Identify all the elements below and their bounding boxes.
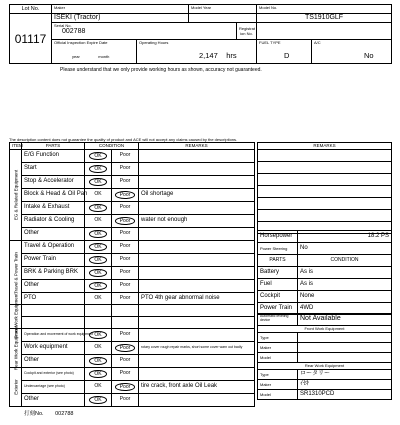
ok-circled-mark: OK [89, 396, 106, 404]
front-type-label: Type [258, 333, 298, 343]
ok-cell [85, 380, 112, 393]
stamp-number-label: 打刻No. [24, 411, 44, 417]
year-label: year [72, 54, 80, 59]
horsepower-value: 18.2 PS [298, 231, 392, 243]
hours-label: Operating Hours [139, 40, 169, 45]
remark-cell [139, 163, 255, 176]
model-year-cell [189, 5, 257, 14]
parts-col-label: PARTS [258, 255, 298, 267]
ok-cell [85, 241, 112, 254]
poor-mark: Poor [119, 369, 131, 376]
remark-cell [139, 228, 255, 241]
ok-cell [85, 254, 112, 267]
vehicle-header-table [9, 4, 392, 64]
table-row [10, 228, 255, 241]
ok-cell [85, 267, 112, 280]
category-label: Rear Work Equipment [13, 325, 18, 370]
ok-circled-mark: OK [89, 282, 106, 290]
ok-circled-mark: OK [89, 370, 106, 378]
model-no-value: TS1910GLF [304, 14, 344, 21]
poor-cell [112, 316, 139, 328]
battery-value: As is [298, 267, 392, 279]
remark-cell: Oil shortage [139, 189, 255, 202]
part-name: Other [22, 354, 85, 367]
poor-cell [112, 293, 139, 305]
front-maker-label: Maker [258, 343, 298, 353]
poor-circled-mark: Poor [115, 191, 136, 199]
remark-cell [139, 241, 255, 254]
ok-cell [85, 367, 112, 380]
part-name: Cockpit and exterior (see photo) [22, 367, 85, 380]
poor-cell [112, 341, 139, 354]
right-remarks-table [257, 142, 392, 234]
part-name [22, 305, 85, 317]
category-label: Travel & Power Train [13, 251, 18, 294]
remark-cell: tire crack, front axle Oil Leak [139, 380, 255, 393]
rear-work-label: Rear Work Equipment [258, 363, 392, 370]
poor-cell [112, 150, 139, 163]
poor-mark: Poor [119, 295, 131, 301]
hours-notice: Please understand that we only provide working hours as shown, accuracy not guaranteed. [60, 67, 262, 73]
table-row [10, 163, 255, 176]
cockpit-value: None [298, 291, 392, 303]
category-cell [10, 325, 22, 370]
ok-cell [85, 189, 112, 202]
ac-cell [312, 40, 392, 64]
ok-circled-mark: OK [89, 331, 106, 339]
poor-cell [112, 267, 139, 280]
remark-cell [139, 267, 255, 280]
model-year-value [189, 14, 257, 23]
table-row [10, 202, 255, 215]
part-name: Work equipment [22, 341, 85, 354]
lot-label: Lot No. [10, 5, 52, 14]
ok-circled-mark: OK [89, 165, 106, 173]
table-row [10, 305, 255, 317]
poor-mark: Poor [119, 230, 131, 236]
table-row [10, 328, 255, 341]
ok-circled-mark: OK [89, 256, 106, 264]
poor-cell [112, 215, 139, 228]
ok-circled-mark: OK [89, 243, 106, 251]
ok-circled-mark: OK [89, 357, 106, 365]
remark-cell: PTO 4th gear abnormal noise [139, 293, 255, 305]
poor-cell [112, 254, 139, 267]
power-steering-value: No [298, 243, 392, 255]
part-name: BRK & Parking BRK [22, 267, 85, 280]
poor-cell [112, 380, 139, 393]
registration-value [257, 23, 392, 40]
part-name: E/G Function [22, 150, 85, 163]
ok-cell [85, 316, 112, 328]
lot-number: 01117 [10, 14, 52, 64]
poor-mark: Poor [119, 282, 131, 288]
part-name: Other [22, 393, 85, 406]
poor-circled-mark: Poor [115, 344, 136, 352]
front-model-label: Model [258, 353, 298, 363]
rear-type-label: Type [258, 370, 298, 380]
part-name: Stop & Accelerator [22, 176, 85, 189]
spec-table [257, 230, 392, 315]
poor-mark: Poor [119, 269, 131, 275]
fuel-type-cell [257, 40, 312, 64]
table-row [10, 176, 255, 189]
poor-mark: Poor [119, 152, 131, 158]
fuel-value: As is [298, 279, 392, 291]
remark-cell [139, 393, 255, 406]
ok-circled-mark: OK [89, 204, 106, 212]
poor-mark: Poor [119, 178, 131, 184]
part-name: PTO [22, 293, 85, 305]
category-label: EG & Related Equipment [13, 169, 18, 221]
remark-cell [139, 367, 255, 380]
poor-mark: Poor [119, 204, 131, 210]
part-name: Intake & Exhaust [22, 202, 85, 215]
stamp-number [24, 409, 83, 417]
model-no-value-cell [257, 14, 392, 23]
ok-cell [85, 215, 112, 228]
hours-value: 2,147 [199, 51, 218, 60]
disclaimer-text: The description content does not guarantee the quality of product and ACE will not accept any claims caused by the descriptions. [9, 137, 238, 142]
right-remarks-blank-3 [258, 174, 392, 186]
maker-cell [52, 5, 189, 14]
hours-unit: hrs [226, 51, 237, 60]
ok-circled-mark: OK [89, 269, 106, 277]
inspection-cell [52, 40, 137, 64]
category-cell [10, 293, 22, 339]
part-name: Start [22, 163, 85, 176]
table-row [10, 150, 255, 163]
ok-mark: OK [94, 217, 102, 223]
poor-mark: Poor [119, 356, 131, 363]
power-train-value: 4WD [298, 303, 392, 315]
stamp-number-value: 002788 [55, 411, 74, 417]
category-label: Exterior [13, 379, 18, 395]
auto-leveling-value: Not Available [298, 314, 392, 326]
fuel-type-label: FUEL TYPE [259, 40, 281, 45]
ok-cell [85, 393, 112, 406]
remark-cell [139, 316, 255, 328]
remark-cell [139, 354, 255, 367]
ok-mark: OK [94, 343, 102, 350]
table-row [10, 280, 255, 293]
remark-cell [139, 328, 255, 341]
remark-cell [139, 305, 255, 317]
poor-cell [112, 354, 139, 367]
table-row [10, 254, 255, 267]
table-row [10, 241, 255, 254]
power-train-label: Power Train [258, 303, 298, 315]
right-remarks-blank-4 [258, 186, 392, 198]
remark-cell [139, 254, 255, 267]
poor-cell [112, 202, 139, 215]
ac-value: No [364, 51, 374, 60]
serial-value: 002788 [62, 28, 86, 35]
remark-cell: rotary cover rough repair marks, short some cover warn out badly [139, 341, 255, 354]
hours-cell [137, 40, 257, 64]
right-remarks-header: REMARKS [258, 143, 392, 150]
ok-cell [85, 293, 112, 305]
table-row [10, 341, 255, 354]
ok-cell [85, 150, 112, 163]
part-name: Power Train [22, 254, 85, 267]
serial-cell [52, 23, 237, 40]
ok-cell [85, 354, 112, 367]
poor-cell [112, 393, 139, 406]
remark-cell: water not enough [139, 215, 255, 228]
remarks-header: REMARKS [139, 143, 255, 150]
table-row [10, 367, 255, 380]
ok-cell [85, 176, 112, 189]
power-steering-label: Power Steering [258, 243, 298, 255]
poor-mark: Poor [119, 395, 131, 402]
table-row [10, 293, 255, 305]
ok-cell [85, 328, 112, 341]
poor-mark: Poor [119, 243, 131, 249]
right-remarks-blank-6 [258, 210, 392, 222]
model-no-label: Model No. [259, 5, 278, 10]
right-remarks-blank-5 [258, 198, 392, 210]
ok-cell [85, 341, 112, 354]
poor-cell [112, 241, 139, 254]
maker-value: ISEKI (Tractor) [54, 14, 101, 21]
ok-cell [85, 280, 112, 293]
rear-maker-value: ｲｾｷ [298, 380, 392, 390]
poor-mark: Poor [119, 330, 131, 337]
table-row [10, 316, 255, 328]
item-header: ITEM [10, 143, 22, 150]
table-row [10, 380, 255, 393]
maker-value-cell [52, 14, 189, 23]
auto-leveling-label: Automatic leveling device [258, 314, 298, 326]
poor-cell [112, 176, 139, 189]
condition-table [9, 142, 255, 407]
poor-cell [112, 280, 139, 293]
part-name: Other [22, 280, 85, 293]
ok-mark: OK [94, 295, 102, 301]
equipment-table [257, 313, 392, 400]
right-remarks-blank-2 [258, 162, 392, 174]
cockpit-label: Cockpit [258, 291, 298, 303]
horsepower-label: Horsepower [258, 231, 298, 243]
condition-header: CONDITION [85, 143, 139, 150]
front-type-value [298, 333, 392, 343]
rear-model-value: SR1310PCD [298, 390, 392, 400]
parts-header: PARTS [22, 143, 85, 150]
poor-cell [112, 163, 139, 176]
poor-circled-mark: Poor [115, 383, 136, 391]
battery-label: Battery [258, 267, 298, 279]
table-row [10, 354, 255, 367]
front-maker-value [298, 343, 392, 353]
remark-cell [139, 150, 255, 163]
poor-cell [112, 189, 139, 202]
maker-label: Maker [54, 5, 66, 10]
fuel-label: Fuel [258, 279, 298, 291]
ok-mark: OK [94, 382, 102, 389]
ok-cell [85, 305, 112, 317]
category-cell [10, 150, 22, 241]
part-name [22, 316, 85, 328]
inspection-label: Official Inspection Expire Date [54, 40, 108, 45]
registration-label: Registrat ion No. [237, 23, 257, 40]
remark-cell [139, 176, 255, 189]
poor-cell [112, 367, 139, 380]
category-cell [10, 367, 22, 406]
ok-circled-mark: OK [89, 152, 106, 160]
part-name: Undercarriage (see photo) [22, 380, 85, 393]
ok-circled-mark: OK [89, 230, 106, 238]
condition-col-label: CONDITION [298, 255, 392, 267]
table-row [10, 215, 255, 228]
table-row [10, 189, 255, 202]
rear-model-label: Model [258, 390, 298, 400]
part-name: Other [22, 228, 85, 241]
poor-mark: Poor [119, 165, 131, 171]
remark-cell [139, 202, 255, 215]
ok-cell [85, 163, 112, 176]
ok-cell [85, 202, 112, 215]
ok-circled-mark: OK [89, 178, 106, 186]
rear-type-value: ロータリー [298, 370, 392, 380]
ok-mark: OK [94, 191, 102, 197]
serial-label: Serial No. [54, 23, 72, 28]
front-work-label: Front Work Equipment [258, 326, 392, 333]
remark-cell [139, 280, 255, 293]
poor-circled-mark: Poor [115, 217, 136, 225]
fuel-type-value: D [284, 51, 290, 60]
poor-cell [112, 305, 139, 317]
right-remarks-blank-1 [258, 150, 392, 162]
model-no-cell [257, 5, 392, 14]
ac-label: A/C [314, 40, 321, 45]
month-label: month [98, 54, 110, 59]
poor-mark: Poor [119, 256, 131, 262]
model-year-label: Model Year [191, 5, 212, 10]
part-name: Radiator & Cooling [22, 215, 85, 228]
table-row [10, 267, 255, 280]
rear-maker-label: Maker [258, 380, 298, 390]
poor-cell [112, 228, 139, 241]
front-model-value [298, 353, 392, 363]
part-name: Travel & Operation [22, 241, 85, 254]
table-row [10, 393, 255, 406]
part-name: Operation and movement of work equipment [22, 328, 85, 341]
poor-cell [112, 328, 139, 341]
ok-cell [85, 228, 112, 241]
category-label: Front Work Equipment [13, 293, 18, 339]
part-name: Block & Head & Oil Pan [22, 189, 85, 202]
